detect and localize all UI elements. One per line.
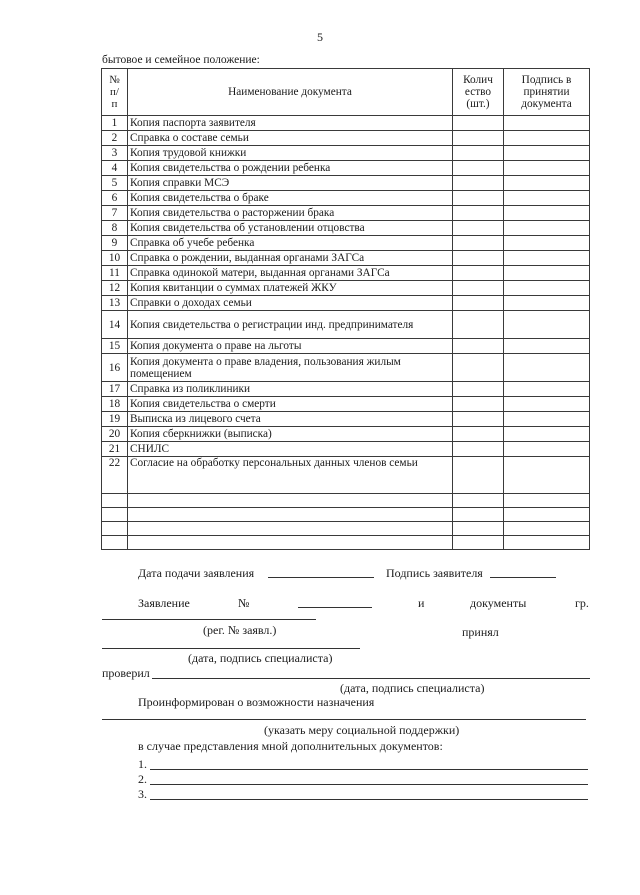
document-name[interactable] xyxy=(128,508,453,522)
checked-sign-line[interactable] xyxy=(152,678,590,679)
document-name: Копия трудовой книжки xyxy=(128,146,453,161)
row-number: 6 xyxy=(102,191,128,206)
row-number: 20 xyxy=(102,427,128,442)
table-row xyxy=(102,311,590,339)
measure-caption: (указать меру социальной поддержки) xyxy=(264,723,460,737)
number-sign: № xyxy=(238,596,250,610)
quantity-cell[interactable] xyxy=(453,131,504,146)
quantity-cell[interactable] xyxy=(453,281,504,296)
signature-cell[interactable] xyxy=(504,296,590,311)
document-name: Копия документа о праве владения, пользования жилым помещением xyxy=(128,354,453,382)
document-name: Справка о рождении, выданная органами ЗАГСа xyxy=(128,251,453,266)
row-number: 4 xyxy=(102,161,128,176)
quantity-cell[interactable] xyxy=(453,191,504,206)
signature-cell[interactable] xyxy=(504,236,590,251)
signature-cell[interactable] xyxy=(504,339,590,354)
table-row xyxy=(102,281,590,296)
table-row xyxy=(102,296,590,311)
document-name: Справки о доходах семьи xyxy=(128,296,453,311)
table-row xyxy=(102,354,590,382)
header-signature: Подпись в принятии документа xyxy=(504,69,590,116)
row-number: 9 xyxy=(102,236,128,251)
document-name: СНИЛС xyxy=(128,442,453,457)
additional-docs-text: в случае представления мной дополнительных документов: xyxy=(138,739,443,753)
signature-cell[interactable] xyxy=(504,522,590,536)
signature-cell[interactable] xyxy=(504,161,590,176)
quantity-cell[interactable] xyxy=(453,221,504,236)
document-name: Копия документа о праве на льготы xyxy=(128,339,453,354)
signature-cell[interactable] xyxy=(504,251,590,266)
document-name: Справка о составе семьи xyxy=(128,131,453,146)
signature-line[interactable] xyxy=(490,577,556,578)
row-number: 21 xyxy=(102,442,128,457)
row-number xyxy=(102,494,128,508)
quantity-cell[interactable] xyxy=(453,236,504,251)
document-name: Копия свидетельства о рождении ребенка xyxy=(128,161,453,176)
signature-cell[interactable] xyxy=(504,397,590,412)
table-row xyxy=(102,221,590,236)
row-number: 12 xyxy=(102,281,128,296)
signature-cell[interactable] xyxy=(504,354,590,382)
reg-no-caption: (рег. № заявл.) xyxy=(203,623,277,637)
quantity-cell[interactable] xyxy=(453,116,504,131)
and-word: и xyxy=(418,596,425,610)
table-row xyxy=(102,176,590,191)
list-line-2[interactable] xyxy=(150,784,588,785)
document-name: Выписка из лицевого счета xyxy=(128,412,453,427)
quantity-cell[interactable] xyxy=(453,311,504,339)
empty-row xyxy=(102,494,590,508)
row-number: 22 xyxy=(102,457,128,494)
header-quantity: Колич ество (шт.) xyxy=(453,69,504,116)
accepted-sign-line[interactable] xyxy=(102,648,360,649)
date-line[interactable] xyxy=(268,577,374,578)
quantity-cell[interactable] xyxy=(453,536,504,550)
signature-cell[interactable] xyxy=(504,221,590,236)
document-name: Копия свидетельства о смерти xyxy=(128,397,453,412)
signature-cell[interactable] xyxy=(504,427,590,442)
row-number: 13 xyxy=(102,296,128,311)
quantity-cell[interactable] xyxy=(453,339,504,354)
signature-label: Подпись заявителя xyxy=(386,566,483,580)
row-number: 7 xyxy=(102,206,128,221)
date-sign-specialist-2: (дата, подпись специалиста) xyxy=(340,681,485,695)
table-row xyxy=(102,266,590,281)
table-row xyxy=(102,397,590,412)
document-name: Копия квитанции о суммах платежей ЖКУ xyxy=(128,281,453,296)
signature-cell[interactable] xyxy=(504,382,590,397)
header-document-name: Наименование документа xyxy=(128,69,453,116)
row-number: 10 xyxy=(102,251,128,266)
row-number xyxy=(102,536,128,550)
list-item-1: 1. xyxy=(138,757,147,771)
table-row xyxy=(102,206,590,221)
statement-word: Заявление xyxy=(138,596,190,610)
quantity-cell[interactable] xyxy=(453,508,504,522)
quantity-cell[interactable] xyxy=(453,457,504,494)
document-name: Справка об учебе ребенка xyxy=(128,236,453,251)
signature-cell[interactable] xyxy=(504,266,590,281)
quantity-cell[interactable] xyxy=(453,522,504,536)
quantity-cell[interactable] xyxy=(453,296,504,311)
reg-number-line[interactable] xyxy=(298,607,372,608)
document-name: Копия свидетельства об установлении отцовства xyxy=(128,221,453,236)
document-name[interactable] xyxy=(128,522,453,536)
table-row xyxy=(102,251,590,266)
quantity-cell[interactable] xyxy=(453,494,504,508)
list-line-3[interactable] xyxy=(150,799,588,800)
quantity-cell[interactable] xyxy=(453,397,504,412)
row-number: 15 xyxy=(102,339,128,354)
signature-cell[interactable] xyxy=(504,536,590,550)
quantity-cell[interactable] xyxy=(453,412,504,427)
signature-cell[interactable] xyxy=(504,457,590,494)
signature-cell[interactable] xyxy=(504,281,590,296)
table-row xyxy=(102,131,590,146)
row-number: 18 xyxy=(102,397,128,412)
row-number xyxy=(102,522,128,536)
table-row xyxy=(102,146,590,161)
table-header-row xyxy=(102,69,590,116)
document-name: Копия свидетельства о регистрации инд. предпринимателя xyxy=(128,311,453,339)
quantity-cell[interactable] xyxy=(453,354,504,382)
informed-text: Проинформирован о возможности назначения xyxy=(138,695,375,709)
signature-cell[interactable] xyxy=(504,412,590,427)
document-name: Копия паспорта заявителя xyxy=(128,116,453,131)
citizen-name-line[interactable] xyxy=(102,619,316,620)
document-name[interactable] xyxy=(128,536,453,550)
document-name: Копия свидетельства о браке xyxy=(128,191,453,206)
row-number: 2 xyxy=(102,131,128,146)
table-row xyxy=(102,442,590,457)
signature-cell[interactable] xyxy=(504,442,590,457)
empty-row xyxy=(102,522,590,536)
date-sign-specialist-1: (дата, подпись специалиста) xyxy=(188,651,333,665)
quantity-cell[interactable] xyxy=(453,161,504,176)
header-number: № п/ п xyxy=(102,69,128,116)
signature-cell[interactable] xyxy=(504,311,590,339)
table-row xyxy=(102,412,590,427)
quantity-cell[interactable] xyxy=(453,382,504,397)
table-row xyxy=(102,236,590,251)
accepted-label: принял xyxy=(462,625,499,639)
page-number: 5 xyxy=(317,30,323,44)
row-number: 3 xyxy=(102,146,128,161)
signature-cell[interactable] xyxy=(504,191,590,206)
quantity-cell[interactable] xyxy=(453,206,504,221)
row-number: 17 xyxy=(102,382,128,397)
document-name: Справка одинокой матери, выданная органами ЗАГСа xyxy=(128,266,453,281)
table-row xyxy=(102,457,590,494)
empty-row xyxy=(102,508,590,522)
row-number: 5 xyxy=(102,176,128,191)
list-item-2: 2. xyxy=(138,772,147,786)
measure-line[interactable] xyxy=(102,719,586,720)
documents-word: документы xyxy=(470,596,527,610)
row-number: 19 xyxy=(102,412,128,427)
list-line-1[interactable] xyxy=(150,769,588,770)
list-item-3: 3. xyxy=(138,787,147,801)
row-number: 16 xyxy=(102,354,128,382)
quantity-cell[interactable] xyxy=(453,176,504,191)
row-number: 8 xyxy=(102,221,128,236)
signature-cell[interactable] xyxy=(504,206,590,221)
citizen-abbr: гр. xyxy=(575,596,589,610)
table-row xyxy=(102,427,590,442)
quantity-cell[interactable] xyxy=(453,427,504,442)
table-row xyxy=(102,339,590,354)
document-name: Копия свидетельства о расторжении брака xyxy=(128,206,453,221)
signature-cell[interactable] xyxy=(504,508,590,522)
row-number: 14 xyxy=(102,311,128,339)
quantity-cell[interactable] xyxy=(453,442,504,457)
document-name: Справка из поликлиники xyxy=(128,382,453,397)
document-name: Копия сберкнижки (выписка) xyxy=(128,427,453,442)
quantity-cell[interactable] xyxy=(453,266,504,281)
quantity-cell[interactable] xyxy=(453,146,504,161)
table-row xyxy=(102,382,590,397)
date-label: Дата подачи заявления xyxy=(138,566,255,580)
signature-cell[interactable] xyxy=(504,131,590,146)
signature-cell[interactable] xyxy=(504,116,590,131)
row-number: 11 xyxy=(102,266,128,281)
table-row xyxy=(102,191,590,206)
checked-label: проверил xyxy=(102,666,150,680)
table-row xyxy=(102,116,590,131)
signature-cell[interactable] xyxy=(504,494,590,508)
signature-cell[interactable] xyxy=(504,176,590,191)
empty-row xyxy=(102,536,590,550)
documents-table xyxy=(101,68,590,550)
signature-cell[interactable] xyxy=(504,146,590,161)
row-number xyxy=(102,508,128,522)
document-name[interactable] xyxy=(128,494,453,508)
document-name: Согласие на обработку персональных данных членов семьи xyxy=(128,457,453,494)
intro-text: бытовое и семейное положение: xyxy=(102,54,260,66)
quantity-cell[interactable] xyxy=(453,251,504,266)
table-row xyxy=(102,161,590,176)
row-number: 1 xyxy=(102,116,128,131)
document-name: Копия справки МСЭ xyxy=(128,176,453,191)
